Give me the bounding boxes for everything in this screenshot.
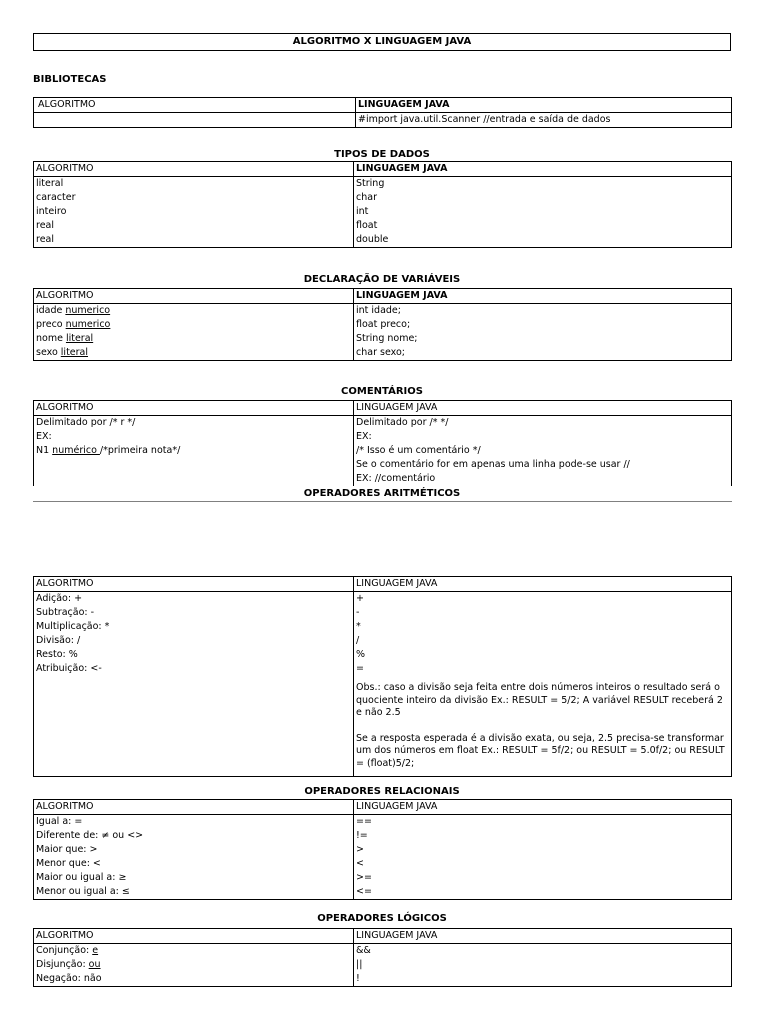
- table-cell: nome literal: [34, 332, 354, 346]
- table-cell: inteiro: [34, 205, 354, 219]
- table-cell: >=: [354, 871, 732, 885]
- table-cell: EX:: [34, 430, 354, 444]
- table-row: [34, 332, 732, 346]
- table-cell: literal: [34, 177, 354, 192]
- table-cell: Menor ou igual a: ≤: [34, 885, 354, 900]
- column-header-algoritmo: ALGORITMO: [34, 98, 356, 113]
- table-declaracao: [33, 288, 732, 361]
- table-operadores-relacionais: [33, 799, 732, 900]
- table-cell: +: [354, 592, 732, 607]
- table-cell: EX: //comentário: [354, 472, 732, 486]
- table-cell: float preco;: [354, 318, 732, 332]
- table-cell: Resto: %: [34, 648, 354, 662]
- table-row: [34, 857, 732, 871]
- table-cell: double: [354, 233, 732, 248]
- table-cell: <=: [354, 885, 732, 900]
- table-cell: %: [354, 648, 732, 662]
- column-header-java: LINGUAGEM JAVA: [354, 929, 732, 944]
- table-cell: N1 numérico /*primeira nota*/: [34, 444, 354, 458]
- section-heading-comentarios: COMENTÁRIOS: [341, 386, 423, 397]
- table-cell: Atribuição: <-: [34, 662, 354, 676]
- table-cell: char sexo;: [354, 346, 732, 361]
- table-row: [34, 829, 732, 843]
- table-cell: Igual a: =: [34, 815, 354, 830]
- table-row: [34, 219, 732, 233]
- table-row: [34, 592, 732, 607]
- table-row: [34, 205, 732, 219]
- section-heading-relacionais: OPERADORES RELACIONAIS: [304, 786, 460, 797]
- table-cell: Maior ou igual a: ≥: [34, 871, 354, 885]
- note-text: Se a resposta esperada é a divisão exata, ou seja, 2.5 precisa-se transformar um dos números em float Ex.: RESULT = 5f/2; ou RESULT = 5.0f/2; ou RESULT = (float)5/2;: [356, 732, 725, 769]
- table-cell: String nome;: [354, 332, 732, 346]
- table-cell: caracter: [34, 191, 354, 205]
- table-cell: -: [354, 606, 732, 620]
- table-cell: >: [354, 843, 732, 857]
- table-row: [34, 885, 732, 900]
- table-cell-observacao: [354, 676, 732, 777]
- table-cell: Se o comentário for em apenas uma linha pode-se usar //: [354, 458, 732, 472]
- column-header-java: LINGUAGEM JAVA: [354, 401, 732, 416]
- table-row: [34, 233, 732, 248]
- table-row: [34, 944, 732, 959]
- table-row: [34, 318, 732, 332]
- table-row: [34, 458, 732, 472]
- table-row: [34, 606, 732, 620]
- table-row: [34, 843, 732, 857]
- column-header-algoritmo: ALGORITMO: [34, 577, 354, 592]
- table-row: [34, 620, 732, 634]
- table-row: [34, 472, 732, 486]
- column-header-algoritmo: ALGORITMO: [34, 929, 354, 944]
- table-cell: Diferente de: ≠ ou <>: [34, 829, 354, 843]
- table-row: [34, 416, 732, 431]
- table-cell: !=: [354, 829, 732, 843]
- table-cell: String: [354, 177, 732, 192]
- table-row: [34, 304, 732, 319]
- table-cell: ==: [354, 815, 732, 830]
- table-cell: EX:: [354, 430, 732, 444]
- table-row: [34, 815, 732, 830]
- table-cell: #import java.util.Scanner //entrada e saída de dados: [356, 113, 732, 128]
- table-cell: /: [354, 634, 732, 648]
- table-cell: [34, 458, 354, 472]
- table-cell: int: [354, 205, 732, 219]
- table-cell: Adição: +: [34, 592, 354, 607]
- divider: [33, 501, 732, 502]
- table-cell: [34, 472, 354, 486]
- table-cell: Conjunção: e: [34, 944, 354, 959]
- table-cell: Delimitado por /* */: [354, 416, 732, 431]
- table-cell: [34, 676, 354, 777]
- section-heading-logicos: OPERADORES LÓGICOS: [317, 913, 447, 924]
- note-text: Obs.: caso a divisão seja feita entre dois números inteiros o resultado será o quociente inteiro da divisão Ex.: RESULT = 5/2; A variável RESULT receberá 2 e não 2.5: [356, 682, 723, 718]
- table-row: [34, 346, 732, 361]
- table-cell: int idade;: [354, 304, 732, 319]
- table-row: [34, 676, 732, 777]
- table-row: [34, 444, 732, 458]
- section-heading-tipos: TIPOS DE DADOS: [334, 149, 430, 160]
- table-tipos-de-dados: [33, 161, 732, 248]
- column-header-java: LINGUAGEM JAVA: [356, 98, 732, 113]
- column-header-java: LINGUAGEM JAVA: [354, 289, 732, 304]
- table-cell: Disjunção: ou: [34, 958, 354, 972]
- table-cell: =: [354, 662, 732, 676]
- table-cell: Negação: não: [34, 972, 354, 987]
- column-header-algoritmo: ALGORITMO: [34, 162, 354, 177]
- table-row: [34, 430, 732, 444]
- table-row: [34, 191, 732, 205]
- column-header-java: LINGUAGEM JAVA: [354, 577, 732, 592]
- table-cell: ||: [354, 958, 732, 972]
- table-cell: Divisão: /: [34, 634, 354, 648]
- table-cell: char: [354, 191, 732, 205]
- page-title: ALGORITMO X LINGUAGEM JAVA: [33, 33, 731, 51]
- table-row: [34, 958, 732, 972]
- table-cell: Subtração: -: [34, 606, 354, 620]
- table-cell: &&: [354, 944, 732, 959]
- table-cell: float: [354, 219, 732, 233]
- table-cell: real: [34, 219, 354, 233]
- table-row: [34, 634, 732, 648]
- table-row: [34, 177, 732, 192]
- table-cell: /* Isso é um comentário */: [354, 444, 732, 458]
- table-row: [34, 972, 732, 987]
- table-cell: Multiplicação: *: [34, 620, 354, 634]
- table-cell: Maior que: >: [34, 843, 354, 857]
- table-cell: Delimitado por /* r */: [34, 416, 354, 431]
- table-bibliotecas: [33, 97, 732, 128]
- table-cell: sexo literal: [34, 346, 354, 361]
- table-cell: <: [354, 857, 732, 871]
- section-heading-aritmeticos: OPERADORES ARITMÉTICOS: [303, 488, 461, 499]
- column-header-java: LINGUAGEM JAVA: [354, 800, 732, 815]
- section-heading-declaracao: DECLARAÇÃO DE VARIÁVEIS: [303, 274, 461, 285]
- table-cell: preco numerico: [34, 318, 354, 332]
- table-cell: [34, 113, 356, 128]
- table-cell: real: [34, 233, 354, 248]
- table-operadores-aritmeticos: [33, 576, 732, 777]
- table-cell: !: [354, 972, 732, 987]
- column-header-algoritmo: ALGORITMO: [34, 401, 354, 416]
- table-row: [34, 648, 732, 662]
- column-header-algoritmo: ALGORITMO: [34, 800, 354, 815]
- section-heading-bibliotecas: BIBLIOTECAS: [33, 74, 107, 85]
- table-cell: idade numerico: [34, 304, 354, 319]
- table-comentarios: [33, 400, 732, 486]
- column-header-algoritmo: ALGORITMO: [34, 289, 354, 304]
- column-header-java: LINGUAGEM JAVA: [354, 162, 732, 177]
- table-row: [34, 871, 732, 885]
- table-row: [34, 662, 732, 676]
- table-cell: *: [354, 620, 732, 634]
- table-operadores-logicos: [33, 928, 732, 987]
- table-cell: Menor que: <: [34, 857, 354, 871]
